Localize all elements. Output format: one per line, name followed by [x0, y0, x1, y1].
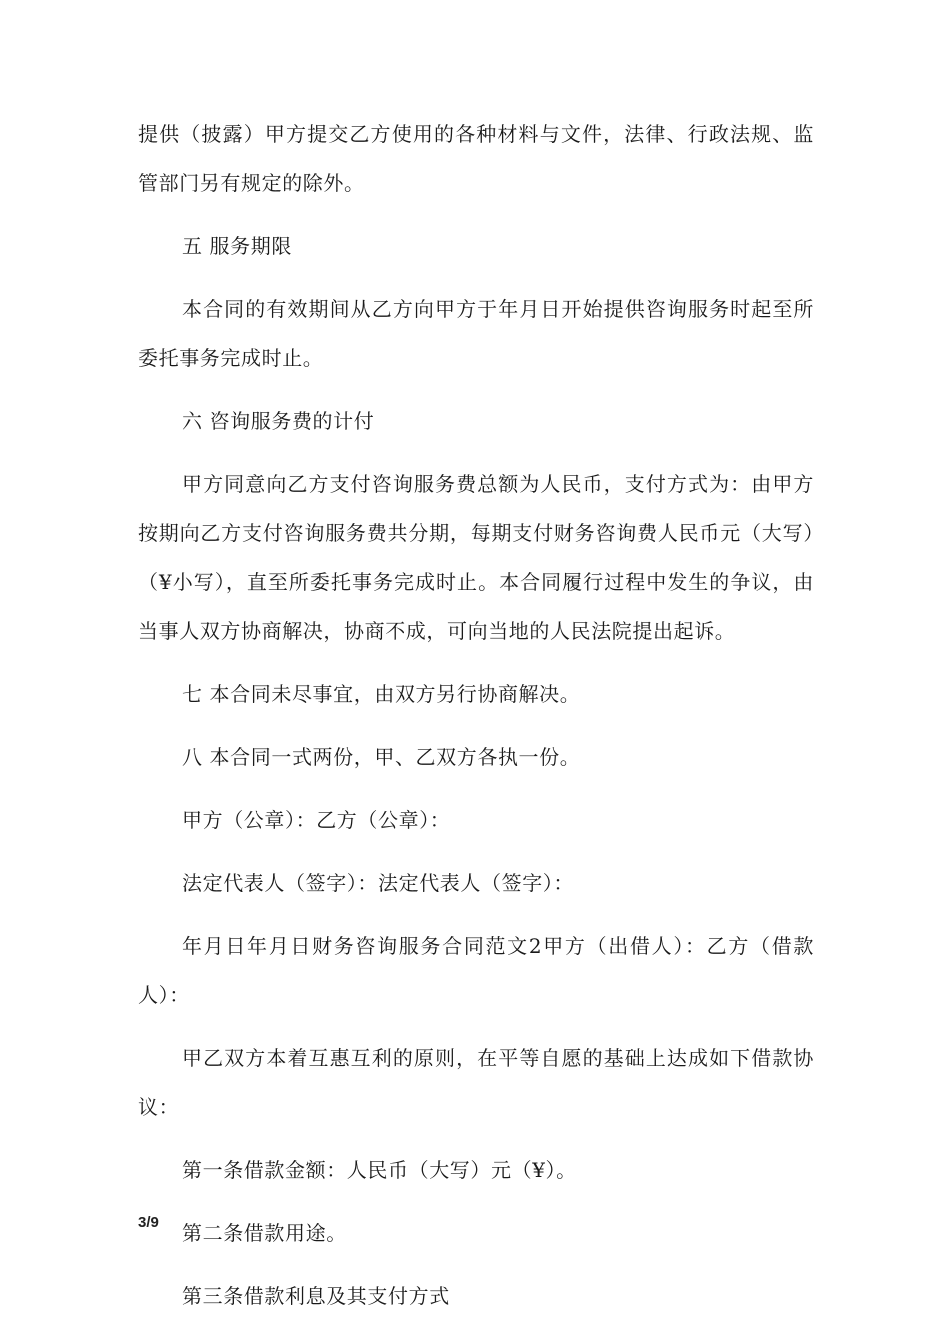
- section-heading-service-term: 五 服务期限: [182, 234, 292, 258]
- article-loan-interest: 第三条借款利息及其支付方式: [182, 1284, 450, 1308]
- paragraph-validity-period: 本合同的有效期间从乙方向甲方于年月日开始提供咨询服务时起至所委托事务完成时止。: [138, 297, 814, 370]
- paragraph-fee-terms: 甲方同意向乙方支付咨询服务费总额为人民币，支付方式为：由甲方按期向乙方支付咨询服务费共分期，每期支付财务咨询费人民币元（大写）（¥小写），直至所委托事务完成时止。本合同履行过程中发生的争议，由当事人双方协商解决，协商不成，可向当地的人民法院提出起诉。: [138, 472, 814, 643]
- paragraph-date-and-second-contract: 年月日年月日财务咨询服务合同范文2甲方（出借人）：乙方（借款人）：: [138, 934, 814, 1007]
- document-body: [138, 110, 814, 1335]
- article-loan-amount: 第一条借款金额：人民币（大写）元（¥）。: [182, 1158, 577, 1182]
- signature-seal-line: 甲方（公章）：乙方（公章）：: [182, 808, 451, 832]
- article-loan-purpose: 第二条借款用途。: [182, 1221, 347, 1245]
- paragraph-loan-agreement-intro: 甲乙双方本着互惠互利的原则，在平等自愿的基础上达成如下借款协议：: [138, 1046, 814, 1119]
- signature-representative-line: 法定代表人（签字）：法定代表人（签字）：: [182, 871, 574, 895]
- paragraph-unresolved-matters: 七 本合同未尽事宜，由双方另行协商解决。: [182, 682, 581, 706]
- page-number: 3/9: [138, 1214, 159, 1231]
- section-heading-fee-payment: 六 咨询服务费的计付: [182, 409, 375, 433]
- paragraph-disclosure-continued: 提供（披露）甲方提交乙方使用的各种材料与文件，法律、行政法规、监管部门另有规定的除外。: [138, 122, 814, 195]
- paragraph-copies: 八 本合同一式两份，甲、乙双方各执一份。: [182, 745, 581, 769]
